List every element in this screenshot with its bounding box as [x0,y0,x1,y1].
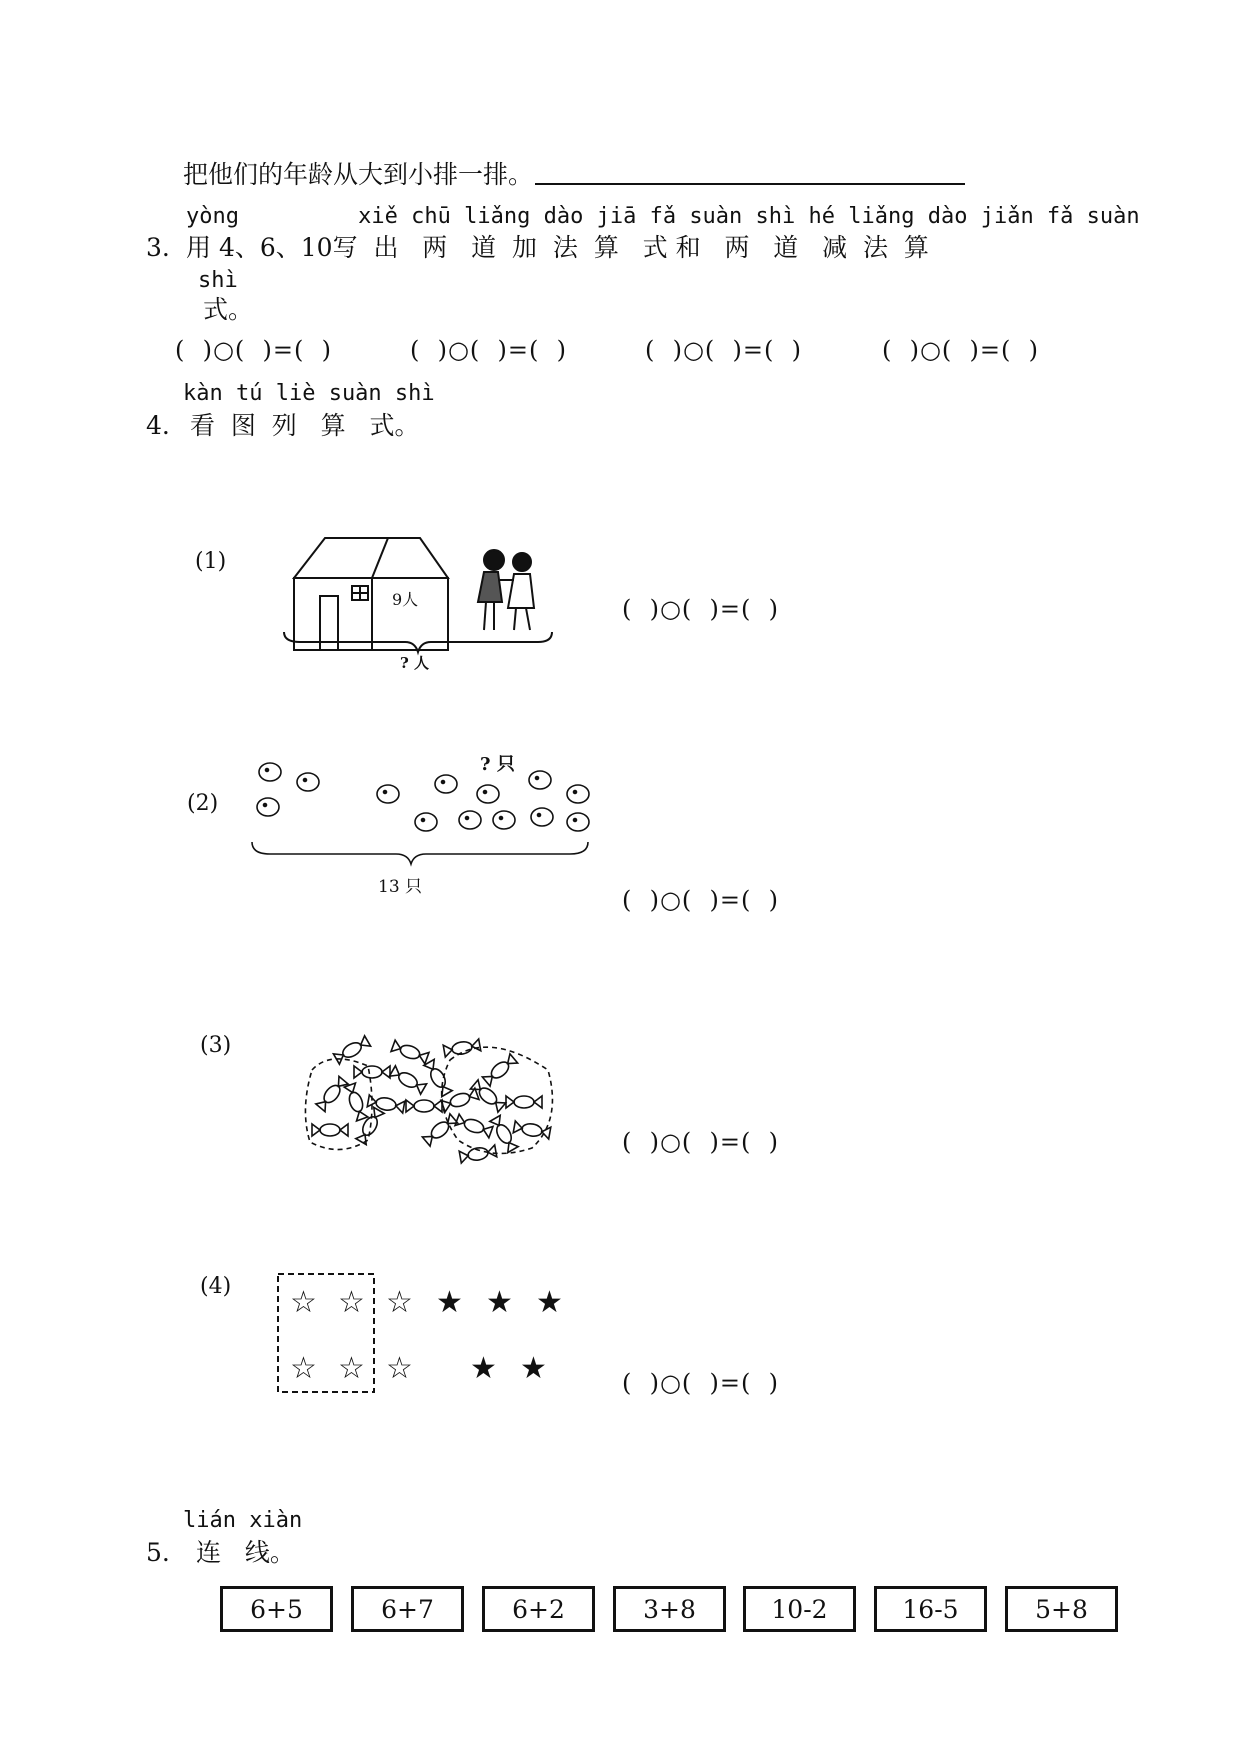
q4-item2-label: (2) [187,791,219,816]
brace-2 [252,842,588,864]
stars-illustration [270,1262,580,1402]
q3-text-line2: 式。 [203,295,254,324]
house-text: 9人 [392,590,419,609]
birds-left [257,763,319,816]
q4-number: 4. [146,411,170,440]
q3-equation-2[interactable]: ( )○( )=( ) [410,336,568,364]
solid-star-icon: ★ [436,1285,463,1320]
q5-pinyin: lián xiàn [183,1508,303,1533]
birds-illustration [248,752,608,902]
match-box-3[interactable]: 6+2 [482,1586,595,1632]
solid-star-icon: ★ [536,1285,563,1320]
candy-pieces [312,1036,551,1163]
hollow-star-icon: ☆ [386,1285,413,1320]
age-order-instruction: 把他们的年龄从大到小排一排。 [183,160,534,189]
q4-item3-equation[interactable]: ( )○( )=( ) [622,1128,780,1156]
hollow-star-icon: ☆ [290,1351,317,1386]
q5-text: 连 线。 [196,1538,295,1567]
q3-pinyin-line2: shì [198,268,238,293]
q4-item4-label: (4) [200,1274,232,1299]
solid-star-icon: ★ [486,1285,513,1320]
q4-item2-equation[interactable]: ( )○( )=( ) [622,886,780,914]
hollow-star-icon: ☆ [290,1285,317,1320]
q3-text-line1: 用 4、6、10写 出 两 道 加 法 算 式 和 两 道 减 法 算 [186,233,929,262]
solid-star-icon: ★ [520,1351,547,1386]
brace-2-text: 13 只 [378,877,423,897]
answer-blank-line [535,183,965,185]
q3-pinyin-line1: yòng xiě chū liǎng dào jiā fǎ suàn shì hé liǎng dào jiǎn fǎ suàn [186,204,1140,229]
q4-item4-equation[interactable]: ( )○( )=( ) [622,1369,780,1397]
house-children-illustration [280,520,560,670]
match-box-6[interactable]: 16-5 [874,1586,987,1632]
q5-number: 5. [146,1538,170,1567]
hollow-star-icon: ☆ [338,1351,365,1386]
birds-top-text: ? 只 [480,754,515,775]
q4-item1-equation[interactable]: ( )○( )=( ) [622,595,780,623]
q4-item1-label: (1) [195,549,227,574]
solid-star-icon: ★ [470,1351,497,1386]
q3-equation-4[interactable]: ( )○( )=( ) [882,336,1040,364]
q3-number: 3. [146,233,170,262]
match-box-4[interactable]: 3+8 [613,1586,726,1632]
brace-1-text: ? 人 [400,654,430,670]
hollow-star-icon: ☆ [338,1285,365,1320]
candies-illustration [300,1030,570,1180]
birds-right [377,771,589,831]
q4-text: 看 图 列 算 式。 [190,411,420,440]
q3-equation-1[interactable]: ( )○( )=( ) [175,336,333,364]
match-box-2[interactable]: 6+7 [351,1586,464,1632]
match-box-7[interactable]: 5+8 [1005,1586,1118,1632]
q4-item3-label: (3) [200,1033,232,1058]
match-box-5[interactable]: 10-2 [743,1586,856,1632]
match-box-1[interactable]: 6+5 [220,1586,333,1632]
house-roof [294,538,448,578]
q3-equation-3[interactable]: ( )○( )=( ) [645,336,803,364]
q4-pinyin: kàn tú liè suàn shì [183,381,435,406]
hollow-star-icon: ☆ [386,1351,413,1386]
